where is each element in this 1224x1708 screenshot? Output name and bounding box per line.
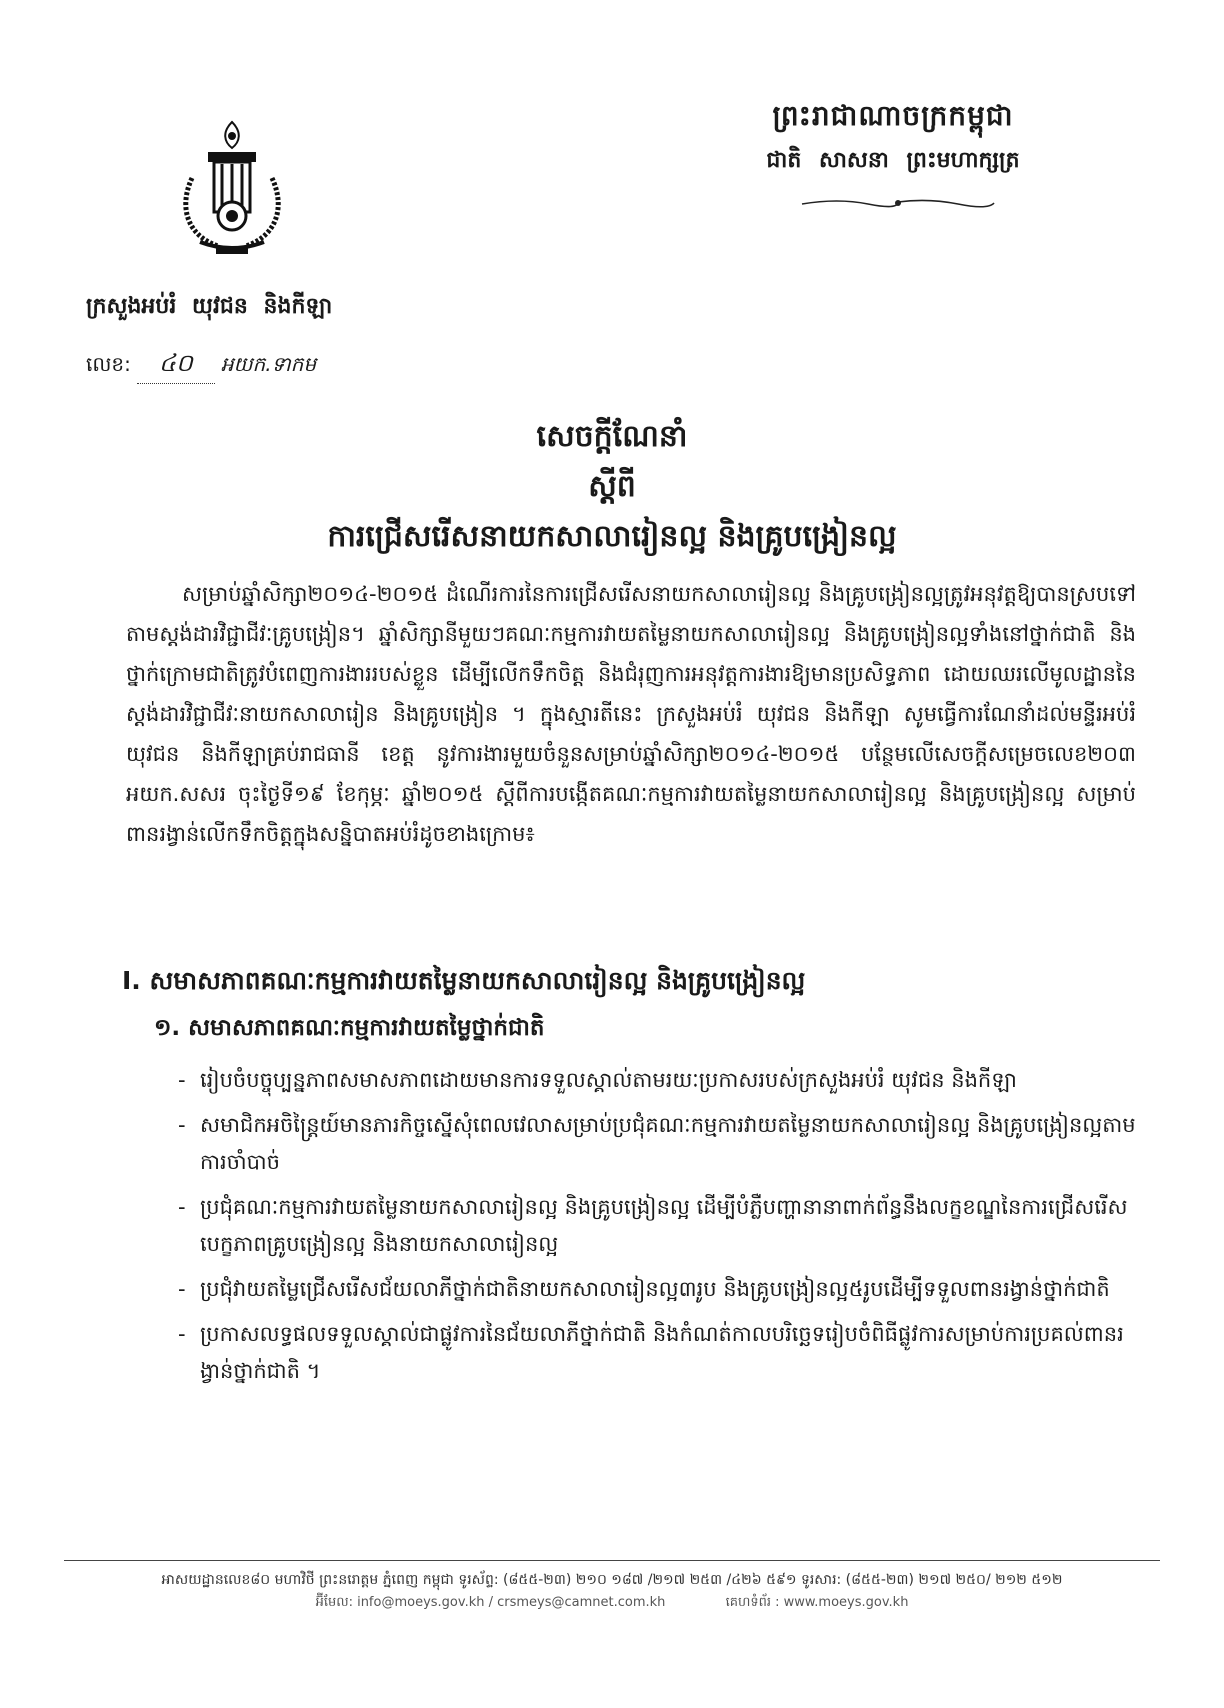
footer-website: គេហទំព័រ : www.moeys.gov.kh <box>725 1595 909 1610</box>
footer-email: អ៊ីមែល: info@moeys.gov.kh / crsmeys@camnet.com.kh <box>315 1595 666 1610</box>
reference-label: លេខ: <box>86 352 131 376</box>
ministry-emblem-icon <box>170 118 294 258</box>
bullet-list <box>178 1062 1138 1398</box>
list-item: - ប្រកាសលទ្ធផលទទួលស្គាល់ជាផ្លូវការនៃជ័យលាភីថ្នាក់ជាតិ និងកំណត់កាលបរិច្ឆេទរៀបចំពិធីផ្លូវការសម្រាប់ការប្រគល់ពានរង្វាន់ថ្នាក់ជាតិ ។ <box>178 1316 1138 1390</box>
list-item: - រៀបចំបច្ចុប្បន្នភាពសមាសភាពដោយមានការទទួលស្គាល់តាមរយៈប្រកាសរបស់ក្រសួងអប់រំ យុវជន និងកីឡា <box>178 1062 1138 1099</box>
reference-number: ៤០ <box>137 348 215 384</box>
national-motto: ជាតិ សាសនា ព្រះមហាក្សត្រ <box>766 148 1020 173</box>
reference-number-line <box>86 348 316 384</box>
title-line-1: សេចក្តីណែនាំ <box>536 419 688 454</box>
section-heading: I. សមាសភាពគណៈកម្មការវាយតម្លៃនាយកសាលារៀនល្អ និងគ្រូបង្រៀនល្អ <box>122 966 806 995</box>
ministry-name: ក្រសួងអប់រំ យុវជន និងកីឡា <box>86 294 333 319</box>
title-line-2: ស្តីពី <box>588 469 636 504</box>
document-title-block <box>0 412 1224 562</box>
list-item: - ប្រជុំវាយតម្លៃជ្រើសរើសជ័យលាភីថ្នាក់ជាតិនាយកសាលារៀនល្អ៣រូប និងគ្រូបង្រៀនល្អ៥រូបដើម្បីទទួលពានរង្វាន់ថ្នាក់ជាតិ <box>178 1271 1138 1308</box>
reference-suffix: អយក.ទាកម <box>220 352 317 376</box>
body-paragraph: សម្រាប់ឆ្នាំសិក្សា២០១៤-២០១៥ ដំណើរការនៃការជ្រើសរើសនាយកសាលារៀនល្អ និងគ្រូបង្រៀនល្អត្រូវអនុវត្តឱ្យបានស្របទៅតាមស្តង់ដារវិជ្ជាជីវៈគ្រូបង្រៀន។ ឆ្នាំសិក្សានីមួយៗគណៈកម្មការវាយតម្លៃនាយកសាលារៀនល្អ និងគ្រូបង្រៀនល្អទាំងនៅថ្នាក់ជាតិ និងថ្នាក់ក្រោមជាតិត្រូវបំពេញការងាររបស់ខ្លួន ដើម្បីលើកទឹកចិត្ត និងជំរុញការអនុវត្តការងារឱ្យមានប្រសិទ្ធភាព ដោយឈរលើមូលដ្ឋាននៃស្តង់ដារវិជ្ជាជីវៈនាយកសាលារៀន និងគ្រូបង្រៀន ។ ក្នុងស្មារតីនេះ ក្រសួងអប់រំ យុវជន និងកីឡា សូមធ្វើការណែនាំដល់មន្ទីរអប់រំ យុវជន និងកីឡាគ្រប់រាជធានី ខេត្ត នូវការងារមួយចំនួនសម្រាប់ឆ្នាំសិក្សា២០១៤-២០១៥ បន្ថែមលើសេចក្តីសម្រេចលេខ២០៣ អយក.សសរ ចុះថ្ងៃទី១៩ ខែកុម្ភៈ ឆ្នាំ២០១៥ ស្តីពីការបង្កើតគណៈកម្មការវាយតម្លៃនាយកសាលារៀនល្អ និងគ្រូបង្រៀនល្អ សម្រាប់ពានរង្វាន់លើកទឹកចិត្តក្នុងសន្និបាតអប់រំដូចខាងក្រោម៖ <box>126 582 1136 846</box>
list-item: - សមាជិកអចិន្ត្រៃយ៍មានភារកិច្ចស្នើសុំពេលវេលាសម្រាប់ប្រជុំគណៈកម្មការវាយតម្លៃនាយកសាលារៀនល្អ និងគ្រូបង្រៀនល្អតាមការចាំបាច់ <box>178 1107 1138 1181</box>
kingdom-title: ព្រះរាជាណាចក្រកម្ពុជា <box>772 99 1014 132</box>
footer-contacts <box>0 1594 1224 1613</box>
subsection-heading: ១. សមាសភាពគណៈកម្មការវាយតម្លៃថ្នាក់ជាតិ <box>154 1015 545 1041</box>
footer-address: អាសយដ្ឋានលេខ៨០ មហាវិថី ព្រះនរោត្តម ភ្នំពេញ កម្ពុជា ទូរស័ព្ទ: (៨៥៥-២៣) ២១០ ១៨៧ /២១៧ ២៥៣ /៤២៦ ៥៩១ ទូរសារ: (៨៥៥-២៣) ២១៧ ២៥០/ ២១២ ៥១២ <box>161 1572 1063 1588</box>
title-line-3: ការជ្រើសរើសនាយកសាលារៀនល្អ និងគ្រូបង្រៀនល្អ <box>327 519 897 554</box>
list-item: - ប្រជុំគណៈកម្មការវាយតម្លៃនាយកសាលារៀនល្អ និងគ្រូបង្រៀនល្អ ដើម្បីបំភ្លឺបញ្ហានានាពាក់ព័ន្ធនឹងលក្ខខណ្ឌនៃការជ្រើសរើសបេក្ខភាពគ្រូបង្រៀនល្អ និងនាយកសាលារៀនល្អ <box>178 1189 1138 1263</box>
footer-divider <box>64 1560 1160 1561</box>
ornament-divider <box>798 196 998 210</box>
